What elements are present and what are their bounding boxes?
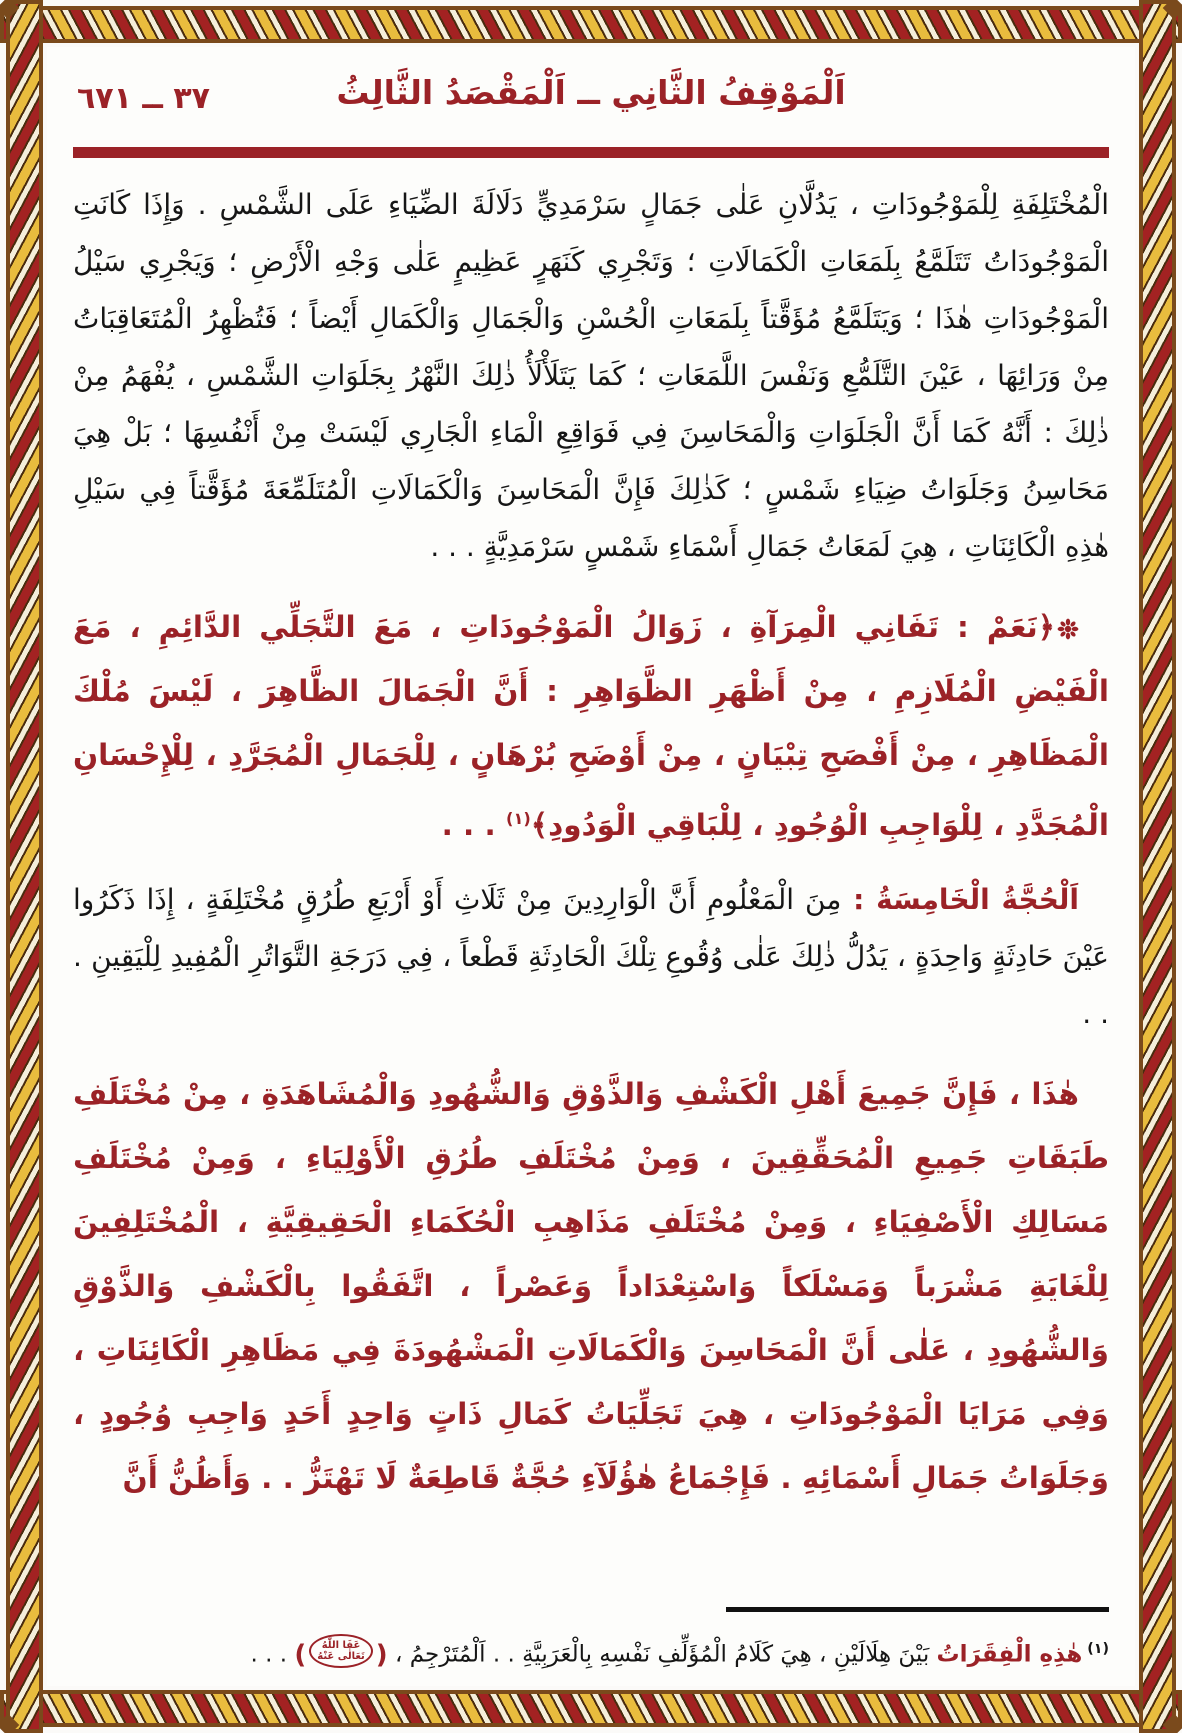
seal-line-2: تَعَالٰى عَنْهُ (317, 1651, 365, 1662)
page-numbers: ٣٧ ــ ٦٧١ (77, 81, 210, 116)
ornate-open-bracket: ﴿ (1037, 610, 1055, 644)
paragraph-body-text: مِنَ الْمَعْلُومِ أَنَّ الْوَارِدِينَ مِنْ ثَلَاثِ أَوْ أَرْبَعِ طُرُقٍ مُخْتَلِفَةٍ ، إِذَا ذَكَرُوا عَيْنَ حَادِثَةٍ وَاحِدَةٍ ، يَدُلُّ ذٰلِكَ عَلٰى وُقُوعِ تِلْكَ الْحَادِثَةِ قَطْعاً ، فِي دَرَجَةِ التَّوَاتُرِ الْمُفِيدِ لِلْيَقِينِ . . . (73, 882, 1109, 1030)
footnote-trailing-dots: . . . (250, 1641, 295, 1668)
border-right-ornament (1139, 0, 1176, 1733)
page-header (73, 73, 1109, 139)
footnote-block (73, 1607, 1109, 1676)
footnote-body: بَيْنَ هِلَالَيْنِ ، هِيَ كَلَامُ الْمُؤَلِّفِ نَفْسِهِ بِالْعَرَبِيَّةِ . . اَلْمُتَرْجِمُ ، (387, 1641, 937, 1668)
paragraph-hujja-5 (73, 871, 1109, 1042)
trailing-dots: . . . (441, 807, 507, 842)
border-top-ornament (0, 6, 1182, 43)
footnote-red-lead: هٰذِهِ الْفِقَرَاتُ (936, 1641, 1083, 1668)
header-double-rule (73, 147, 1109, 158)
page-content (47, 47, 1135, 1686)
paragraph-lead-red: اَلْحُجَّةُ الْخَامِسَةُ : (841, 882, 1079, 916)
footnote-separator-rule (726, 1607, 1109, 1612)
footnote-reference: (١) (506, 809, 531, 828)
quote-text: نَعَمْ : تَفَانِي الْمِرَآةِ ، زَوَالُ الْمَوْجُودَاتِ ، مَعَ التَّجَلِّي الدَّائِمِ ، مَعَ الْفَيْضِ الْمُلَازِمِ ، مِنْ أَظْهَرِ الظَّوَاهِرِ : أَنَّ الْجَمَالَ الظَّاهِرَ ، لَيْسَ مُلْكَ الْمَظَاهِرِ ، مِنْ أَفْصَحِ تِبْيَانٍ ، مِنْ أَوْضَحِ بُرْهَانٍ ، لِلْجَمَالِ الْمُجَرَّدِ ، لِلْإِحْسَانِ الْمُجَدَّدِ ، لِلْوَاجِبِ الْوُجُودِ ، لِلْبَاقِي الْوَدُودِ (73, 610, 1109, 842)
footnote-marker: (١) (1082, 1640, 1109, 1657)
ornate-close-bracket: ﴾ (530, 807, 549, 842)
paragraph-consensus-red: هٰذَا ، فَإِنَّ جَمِيعَ أَهْلِ الْكَشْفِ وَالذَّوْقِ وَالشُّهُودِ وَالْمُشَاهَدَةِ ، مِنْ مُخْتَلَفِ طَبَقَاتِ جَمِيعِ الْمُحَقِّقِينَ ، وَمِنْ مُخْتَلَفِ طُرُقِ الْأَوْلِيَاءِ ، وَمِنْ مُخْتَلَفِ مَسَالِكِ الْأَصْفِيَاءِ ، وَمِنْ مُخْتَلَفِ مَذَاهِبِ الْحُكَمَاءِ الْحَقِيقِيَّةِ ، الْمُخْتَلِفِينَ لِلْغَايَةِ مَشْرَباً وَمَسْلَكاً وَاسْتِعْدَاداً وَعَصْراً ، اتَّفَقُوا بِالْكَشْفِ وَالذَّوْقِ وَالشُّهُودِ ، عَلٰى أَنَّ الْمَحَاسِنَ وَالْكَمَالَاتِ الْمَشْهُودَةَ فِي مَظَاهِرِ الْكَائِنَاتِ ، وَفِي مَرَايَا الْمَوْجُودَاتِ ، هِيَ تَجَلِّيَاتُ كَمَالِ ذَاتٍ وَاحِدٍ أَحَدٍ وَاجِبِ وُجُودٍ ، وَجَلَوَاتُ جَمَالِ أَسْمَائِهِ . فَإِجْمَاعُ هٰؤُلَآءِ حُجَّةٌ قَاطِعَةٌ لَا تَهْتَزُّ . . وَأَظُنُّ أَنَّ (73, 1076, 1109, 1495)
paragraph-body-1: الْمُخْتَلِفَةِ لِلْمَوْجُودَاتِ ، يَدُلَّانِ عَلٰى جَمَالٍ سَرْمَدِيٍّ دَلَالَةَ الضِّيَاءِ عَلَى الشَّمْسِ . وَإِذَا كَانَتِ الْمَوْجُودَاتُ تَتَلَمَّعُ بِلَمَعَاتِ الْكَمَالَاتِ ؛ وَتَجْرِي كَنَهَرٍ عَظِيمٍ عَلٰى وَجْهِ الْأَرْضِ ؛ وَيَجْرِي سَيْلُ الْمَوْجُودَاتِ هٰذَا ؛ وَيَتَلَمَّعُ مُؤَقَّتاً بِلَمَعَاتِ الْحُسْنِ وَالْجَمَالِ وَالْكَمَالِ أَيْضاً ؛ فَتُظْهِرُ الْمُتَعَاقِبَاتُ مِنْ وَرَائِهَا ، عَيْنَ التَّلَمُّعِ وَنَفْسَ اللَّمَعَاتِ ؛ كَمَا يَتَلَأْلَأُ ذٰلِكَ النَّهْرُ بِجَلَوَاتِ الشَّمْسِ ، يُفْهَمُ مِنْ ذٰلِكَ : أَنَّهُ كَمَا أَنَّ الْجَلَوَاتِ وَالْمَحَاسِنَ فِي فَوَاقِعِ الْمَاءِ الْجَارِي لَيْسَتْ مِنْ أَنْفُسِهَا ؛ بَلْ هِيَ مَحَاسِنُ وَجَلَوَاتُ ضِيَاءِ شَمْسٍ ؛ كَذٰلِكَ فَإِنَّ الْمَحَاسِنَ وَالْكَمَالَاتِ الْمُتَلَمِّعَةَ مُؤَقَّتاً فِي سَيْلِ هٰذِهِ الْكَائِنَاتِ ، هِيَ لَمَعَاتُ جَمَالِ أَسْمَاءِ شَمْسٍ سَرْمَدِيَّةٍ . . . (73, 188, 1109, 563)
border-bottom-ornament (0, 1690, 1182, 1727)
paragraph-quote-red (73, 595, 1109, 857)
seal-line-1: عَفَا اللّٰهُ (321, 1640, 361, 1651)
page-title: اَلْمَوْقِفُ الثَّانِي ــ اَلْمَقْصَدُ الثَّالِثُ (336, 73, 846, 112)
border-left-ornament (6, 0, 43, 1733)
seal-close-paren: ) (294, 1640, 307, 1670)
translator-seal (309, 1634, 373, 1668)
seal-open-paren: ( (375, 1640, 388, 1670)
rosette-ornament-icon (1057, 618, 1079, 640)
footnote-text (73, 1628, 1109, 1676)
